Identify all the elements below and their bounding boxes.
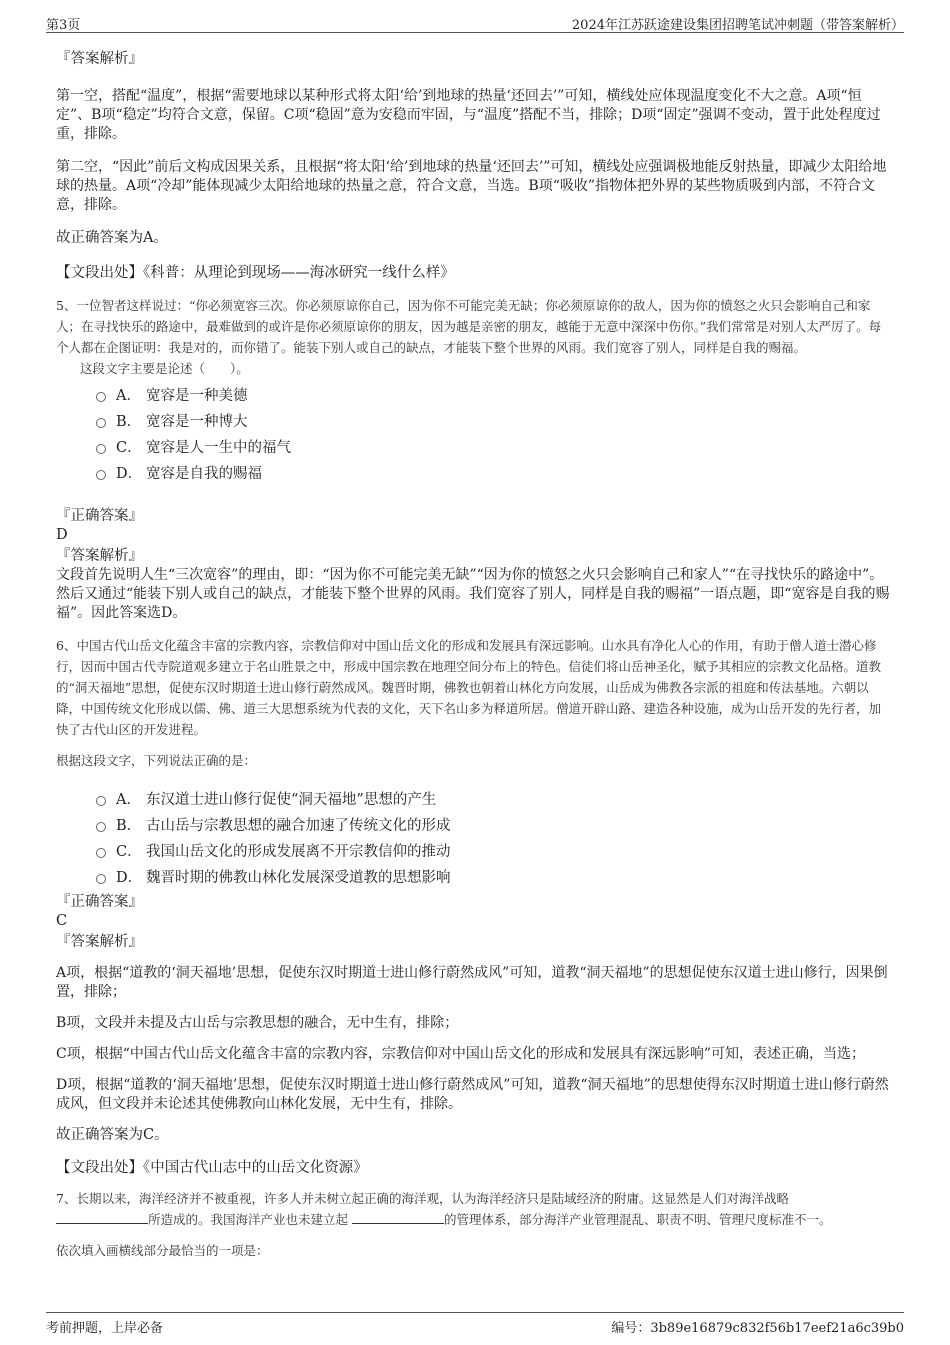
- footer-slogan: 考前押题，上岸必备: [46, 1321, 164, 1336]
- page-footer: [46, 1312, 904, 1335]
- radio-icon[interactable]: [96, 848, 106, 858]
- radio-icon[interactable]: [96, 392, 106, 402]
- q4-analysis-label: 『答案解析』: [56, 51, 143, 67]
- radio-icon[interactable]: [96, 470, 106, 480]
- page-number: 第3页: [46, 18, 81, 33]
- q7-stem: 7、长期以来，海洋经济并不被重视，许多人并未树立起正确的海洋观，认为海洋经济只是陆域经济的附庸。这显然是人们对海洋战略 所造成的。我国海洋产业也未建立起 的管理体系，部分海洋产业管理混乱、职责不明、管理尺度标准不一。: [56, 1191, 832, 1227]
- fill-blank-1[interactable]: [56, 1211, 148, 1224]
- q4-source: 【文段出处】《科普：从理论到现场——海冰研究一线什么样》: [56, 265, 455, 281]
- q6-analysis-b: B项，文段并未提及古山岳与宗教思想的融合，无中生有，排除；: [56, 1015, 459, 1031]
- q5-correct-label: 『正确答案』: [56, 508, 143, 524]
- radio-icon[interactable]: [96, 796, 106, 806]
- q5-correct-answer: D: [56, 527, 68, 543]
- page-header: [46, 12, 904, 33]
- q4-analysis-para2: 第二空，“因此”前后文构成因果关系，且根据“将太阳‘给’到地球的热量‘还回去’”可知，横线处应强调极地能反射热量，即减少太阳给地球的热量。A项“冷却”能体现减少太阳给地球的热量之意，符合文意，当选。B项“吸收”指物体把外界的某些物质吸到内部，不符合文意，排除。: [56, 159, 887, 213]
- q5-stem: 5、一位智者这样说过：“你必须宽容三次。你必须原谅你自己，因为你不可能完美无缺；你必须原谅你的敌人，因为你的愤怒之火只会影响自己和家人；在寻找快乐的路途中，最难做到的或许是你必须原谅你的朋友，因为越是亲密的朋友，越能于无意中深深中伤你。”我们常常是对别人太严厉了。每个人都在企图证明：我是对的，而你错了。能装下别人或自己的缺点，才能装下整个世界的风雨。我们宽容了别人，同样是自我的赐福。: [56, 298, 882, 355]
- q6-stem: 6、中国古代山岳文化蕴含丰富的宗教内容，宗教信仰对中国山岳文化的形成和发展具有深远影响。山水具有净化人心的作用，有助于僧人道士潜心修行，因而中国古代寺院道观多建立于名山胜景之中，形成中国宗教在地理空间分布上的特色。信徒们将山岳神圣化，赋予其相应的宗教文化品格。道教的“洞天福地”思想，促使东汉时期道士进山修行蔚然成风。魏晋时期，佛教也朝着山林化方向发展，山岳成为佛教各宗派的祖庭和传法基地。六朝以降，中国传统文化形成以儒、佛、道三大思想系统为代表的文化，天下名山多为释道所居。僧道开辟山路、建造各种设施，成为山岳开发的先行者，加快了古代山区的开发进程。: [56, 638, 882, 737]
- radio-icon[interactable]: [96, 822, 106, 832]
- q6-option-c[interactable]: C． 我国山岳文化的形成发展离不开宗教信仰的推动: [96, 837, 892, 863]
- q6-correct-label: 『正确答案』: [56, 894, 143, 910]
- q5-option-d[interactable]: D． 宽容是自我的赐福: [96, 459, 892, 485]
- q6-option-a[interactable]: A． 东汉道士进山修行促使“洞天福地”思想的产生: [96, 785, 892, 811]
- q5-option-b[interactable]: B． 宽容是一种博大: [96, 407, 892, 433]
- q5-question: 这段文字主要是论述（ ）。: [80, 361, 249, 376]
- radio-icon[interactable]: [96, 444, 106, 454]
- q6-question: 根据这段文字，下列说法正确的是：: [56, 753, 257, 768]
- q6-analysis-d: D项，根据“道教的‘洞天福地’思想，促使东汉时期道士进山修行蔚然成风”可知，道教“洞天福地”的思想使得东汉时期道士进山修行蔚然成风，但文段并未论述其使佛教向山林化发展，无中生有，排除。: [56, 1077, 889, 1112]
- q6-conclusion: 故正确答案为C。: [56, 1127, 169, 1143]
- q6-options: [56, 785, 892, 889]
- q5-option-c[interactable]: C． 宽容是人一生中的福气: [96, 433, 892, 459]
- q5-options: [56, 381, 892, 485]
- q6-analysis-a: A项，根据“道教的‘洞天福地’思想，促使东汉时期道士进山修行蔚然成风”可知，道教“洞天福地”的思想促使东汉道士进山修行，因果倒置，排除；: [56, 965, 888, 1000]
- q6-source: 【文段出处】《中国古代山志中的山岳文化资源》: [56, 1160, 368, 1176]
- q6-option-b[interactable]: B． 古山岳与宗教思想的融合加速了传统文化的形成: [96, 811, 892, 837]
- q4-analysis-para1: 第一空，搭配“温度”，根据“需要地球以某种形式将太阳‘给’到地球的热量‘还回去’”可知，横线处应体现温度变化不大之意。A项“恒定”、B项“稳定”均符合文意，保留。C项“稳固”意为安稳而牢固，与“温度”搭配不当，排除；D项“固定”强调不变动，置于此处程度过重，排除。: [56, 88, 881, 142]
- document-title: 2024年江苏跃途建设集团招聘笔试冲刺题（带答案解析）: [571, 18, 904, 33]
- document-code: 编号：3b89e16879c832f56b17eef21a6c39b0: [611, 1321, 904, 1336]
- q6-option-d[interactable]: D． 魏晋时期的佛教山林化发展深受道教的思想影响: [96, 863, 892, 889]
- q6-analysis-label: 『答案解析』: [56, 934, 143, 950]
- q6-analysis-c: C项，根据“中国古代山岳文化蕴含丰富的宗教内容，宗教信仰对中国山岳文化的形成和发展具有深远影响”可知，表述正确，当选；: [56, 1046, 866, 1062]
- fill-blank-2[interactable]: [352, 1211, 444, 1224]
- radio-icon[interactable]: [96, 874, 106, 884]
- q7-question: 依次填入画横线部分最恰当的一项是：: [56, 1243, 269, 1258]
- page-content: [56, 38, 892, 1261]
- q5-option-a[interactable]: A． 宽容是一种美德: [96, 381, 892, 407]
- q5-analysis: 文段首先说明人生“三次宽容”的理由，即：“因为你不可能完美无缺”“因为你的愤怒之火只会影响自己和家人”“在寻找快乐的路途中”。然后又通过“能装下别人或自己的缺点，才能装下整个世界的风雨。我们宽容了别人，同样是自我的赐福”一语点题，即“宽容是自我的赐福”。因此答案选D。: [56, 567, 890, 621]
- q5-analysis-label: 『答案解析』: [56, 548, 143, 564]
- q6-correct-answer: C: [56, 913, 68, 929]
- radio-icon[interactable]: [96, 418, 106, 428]
- q4-conclusion: 故正确答案为A。: [56, 230, 168, 246]
